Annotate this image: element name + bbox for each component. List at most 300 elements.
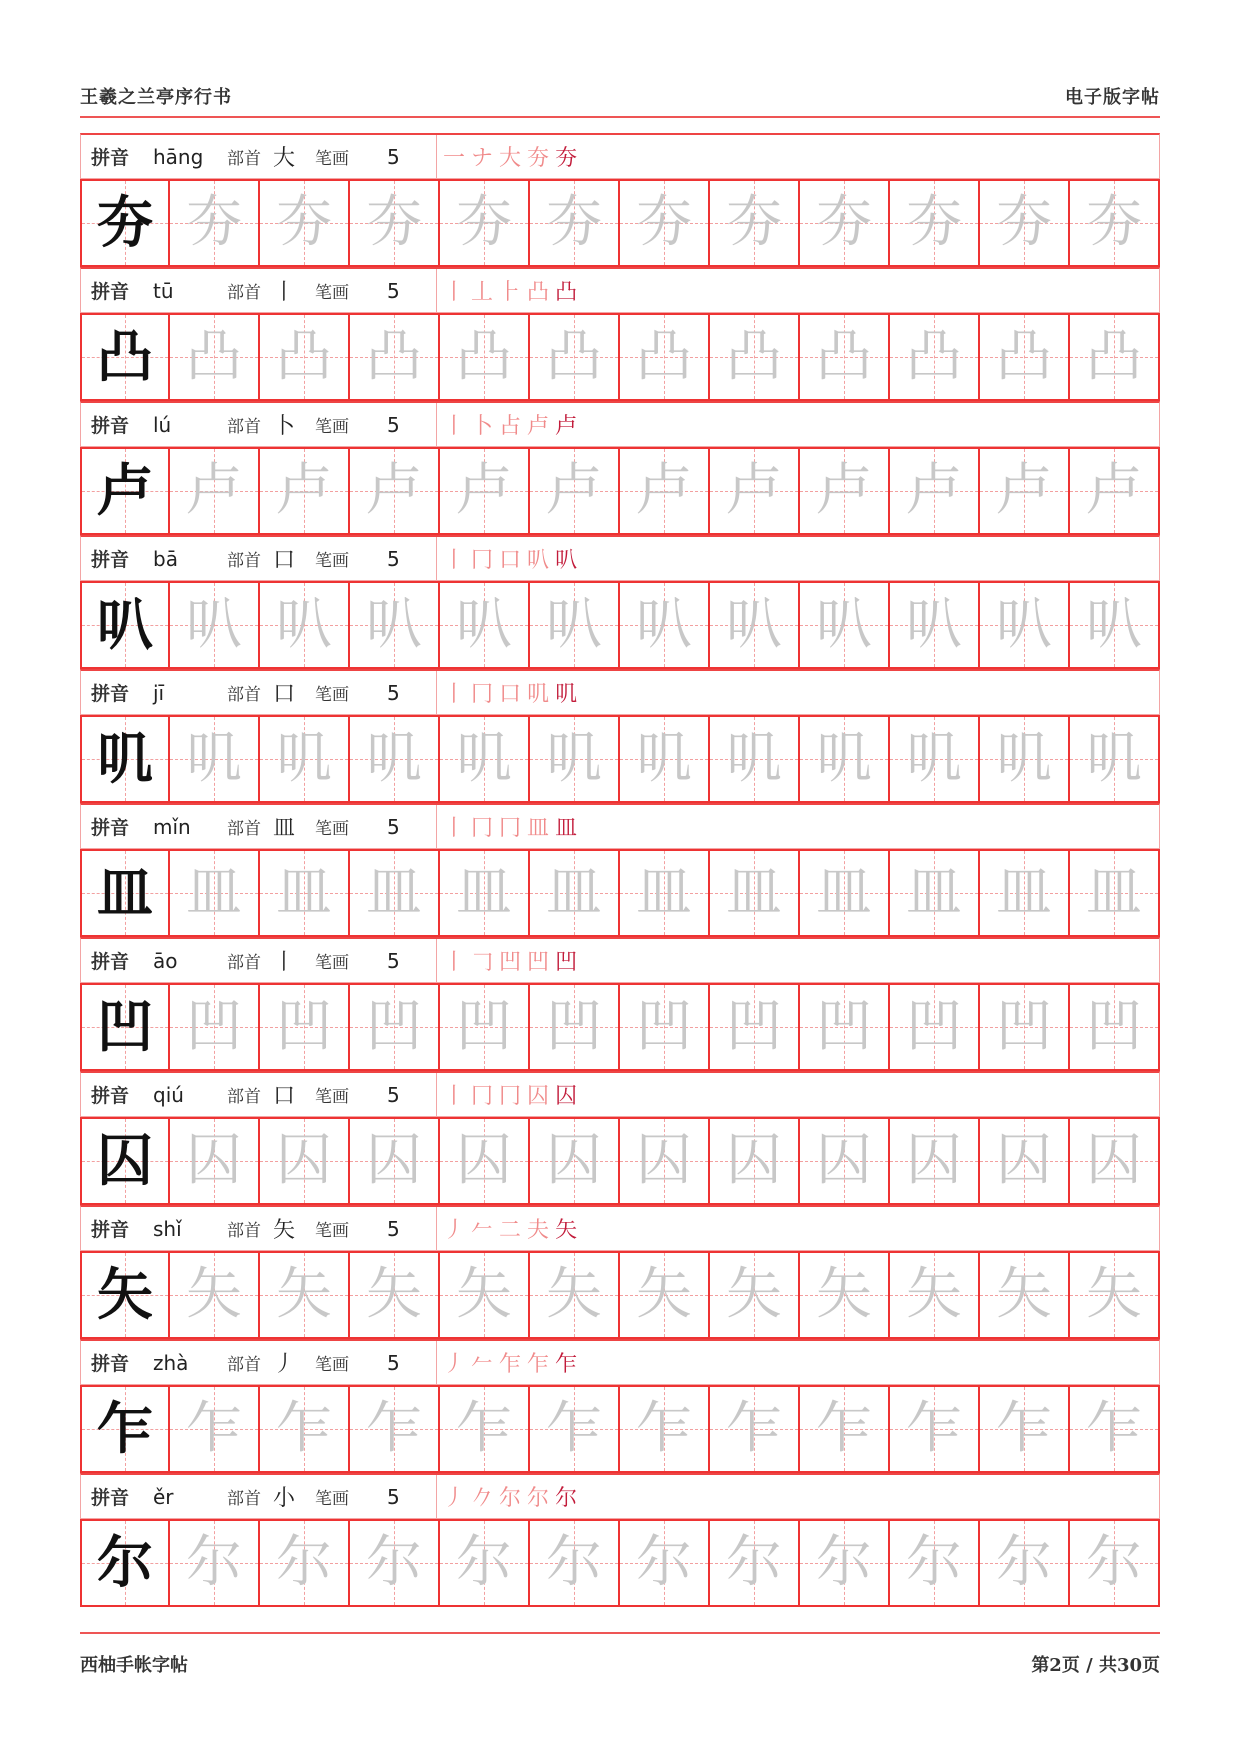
radical-value: 口: [273, 548, 296, 573]
stroke-count-value: 5: [387, 412, 400, 437]
stroke-step: ⺊: [499, 280, 522, 305]
stroke-order: [437, 409, 583, 440]
trace-character: 叽: [816, 726, 872, 791]
stroke-step: 丿: [443, 1352, 466, 1377]
practice-grid: [80, 1385, 1160, 1473]
trace-character: 乍: [1086, 1396, 1142, 1461]
trace-character: 矢: [1086, 1262, 1142, 1327]
stroke-count-value: 5: [387, 278, 400, 303]
trace-character: 尔: [1086, 1530, 1142, 1595]
stroke-step: 丨: [443, 816, 466, 841]
trace-cell: [170, 315, 260, 399]
stroke-step: 丨: [443, 1084, 466, 1109]
trace-character: 囚: [366, 1128, 422, 1193]
trace-character: 凸: [186, 324, 242, 389]
model-cell: [82, 315, 170, 399]
trace-cell: [800, 583, 890, 667]
character-block: [80, 267, 1160, 401]
stroke-step: 冂: [471, 682, 494, 707]
trace-character: 乍: [366, 1396, 422, 1461]
pinyin-label: 拼音: [91, 147, 130, 169]
trace-character: 乍: [996, 1396, 1052, 1461]
stroke-step: 乍: [527, 1352, 550, 1377]
radical-label: 部首: [227, 685, 261, 705]
trace-character: 卢: [726, 458, 782, 523]
page-header: [80, 78, 1160, 114]
info-row: [80, 669, 1160, 715]
trace-cell: [710, 1521, 800, 1605]
model-cell: [82, 1119, 170, 1203]
trace-cell: [260, 717, 350, 801]
trace-character: 凸: [636, 324, 692, 389]
stroke-count-label: 笔画: [315, 417, 349, 437]
header-label: 电子版字帖: [1065, 87, 1160, 108]
radical-value: 大: [273, 146, 296, 171]
stroke-step: 夯: [555, 146, 578, 171]
stroke-step: 冂: [499, 1084, 522, 1109]
trace-cell: [1070, 1387, 1160, 1471]
model-character: 矢: [97, 1262, 153, 1328]
stroke-step: 囚: [527, 1084, 550, 1109]
trace-character: 卢: [996, 458, 1052, 523]
stroke-step: 尔: [555, 1486, 578, 1511]
trace-cell: [350, 851, 440, 935]
trace-cell: [980, 717, 1070, 801]
trace-cell: [530, 583, 620, 667]
stroke-order: [437, 141, 583, 172]
trace-character: 凸: [906, 324, 962, 389]
trace-character: 凸: [366, 324, 422, 389]
trace-cell: [1070, 181, 1160, 265]
trace-character: 尔: [726, 1530, 782, 1595]
practice-sheet: [80, 133, 1160, 1607]
trace-character: 尔: [186, 1530, 242, 1595]
trace-cell: [710, 1253, 800, 1337]
pinyin-value: qiú: [153, 1082, 184, 1107]
stroke-order: [437, 275, 583, 306]
trace-character: 矢: [186, 1262, 242, 1327]
trace-cell: [530, 181, 620, 265]
stroke-step: 口: [499, 682, 522, 707]
trace-character: 乍: [906, 1396, 962, 1461]
trace-cell: [1070, 985, 1160, 1069]
trace-character: 乍: [546, 1396, 602, 1461]
stroke-count-label: 笔画: [315, 685, 349, 705]
trace-character: 叭: [456, 592, 512, 657]
trace-character: 卢: [276, 458, 332, 523]
trace-cell: [620, 717, 710, 801]
info-meta: [81, 671, 437, 714]
practice-grid: [80, 715, 1160, 803]
stroke-step: 皿: [527, 816, 550, 841]
trace-character: 矢: [816, 1262, 872, 1327]
trace-character: 叭: [726, 592, 782, 657]
character-block: [80, 1339, 1160, 1473]
trace-character: 矢: [996, 1262, 1052, 1327]
trace-character: 凸: [1086, 324, 1142, 389]
model-cell: [82, 717, 170, 801]
trace-cell: [980, 1119, 1070, 1203]
trace-character: 夯: [366, 190, 422, 255]
radical-value: 口: [273, 1084, 296, 1109]
trace-character: 叭: [366, 592, 422, 657]
model-character: 乍: [97, 1396, 153, 1462]
trace-cell: [710, 1119, 800, 1203]
trace-character: 夯: [996, 190, 1052, 255]
trace-cell: [980, 181, 1070, 265]
trace-character: 叽: [366, 726, 422, 791]
trace-character: 囚: [546, 1128, 602, 1193]
trace-cell: [1070, 315, 1160, 399]
stroke-step: 二: [499, 1218, 522, 1243]
info-meta: [81, 805, 437, 848]
practice-grid: [80, 179, 1160, 267]
trace-character: 叽: [906, 726, 962, 791]
info-row: [80, 1473, 1160, 1519]
stroke-step: 口: [499, 548, 522, 573]
stroke-step: 大: [499, 146, 522, 171]
trace-cell: [710, 717, 800, 801]
trace-cell: [530, 985, 620, 1069]
trace-cell: [530, 1253, 620, 1337]
trace-character: 囚: [186, 1128, 242, 1193]
trace-character: 夯: [636, 190, 692, 255]
trace-cell: [170, 1253, 260, 1337]
stroke-step: 尔: [499, 1486, 522, 1511]
trace-cell: [530, 1119, 620, 1203]
trace-cell: [620, 449, 710, 533]
stroke-step: 夫: [527, 1218, 550, 1243]
trace-cell: [800, 1253, 890, 1337]
page-number: 第2页 / 共30页: [1031, 1655, 1160, 1676]
radical-value: 口: [273, 682, 296, 707]
stroke-count-value: 5: [387, 1216, 400, 1241]
trace-cell: [980, 315, 1070, 399]
trace-character: 叭: [996, 592, 1052, 657]
trace-character: 叭: [546, 592, 602, 657]
trace-cell: [530, 1387, 620, 1471]
radical-label: 部首: [227, 1355, 261, 1375]
info-row: [80, 1339, 1160, 1385]
stroke-step: 丨: [443, 682, 466, 707]
trace-character: 凹: [546, 994, 602, 1059]
stroke-count-value: 5: [387, 814, 400, 839]
trace-cell: [890, 1387, 980, 1471]
model-cell: [82, 1521, 170, 1605]
trace-cell: [170, 1119, 260, 1203]
trace-character: 卢: [1086, 458, 1142, 523]
trace-cell: [440, 583, 530, 667]
trace-cell: [440, 985, 530, 1069]
stroke-count-label: 笔画: [315, 283, 349, 303]
trace-cell: [350, 1253, 440, 1337]
info-meta: [81, 537, 437, 580]
stroke-step: 凹: [527, 950, 550, 975]
trace-character: 叭: [276, 592, 332, 657]
stroke-step: 叭: [527, 548, 550, 573]
pinyin-label: 拼音: [91, 281, 130, 303]
trace-cell: [170, 1521, 260, 1605]
stroke-count-label: 笔画: [315, 819, 349, 839]
trace-cell: [800, 449, 890, 533]
trace-character: 矢: [726, 1262, 782, 1327]
trace-cell: [350, 315, 440, 399]
trace-cell: [800, 851, 890, 935]
stroke-count-value: 5: [387, 1484, 400, 1509]
trace-character: 叭: [816, 592, 872, 657]
trace-character: 皿: [1086, 860, 1142, 925]
radical-value: 丨: [273, 280, 296, 305]
radical-value: 卜: [273, 414, 296, 439]
stroke-step: 丿: [443, 1486, 466, 1511]
pinyin-label: 拼音: [91, 1487, 130, 1509]
trace-character: 夯: [816, 190, 872, 255]
stroke-step: 𠃌: [471, 950, 494, 975]
model-cell: [82, 985, 170, 1069]
character-block: [80, 1205, 1160, 1339]
trace-character: 皿: [276, 860, 332, 925]
pinyin-label: 拼音: [91, 817, 130, 839]
stroke-count-label: 笔画: [315, 1221, 349, 1241]
trace-cell: [890, 1253, 980, 1337]
trace-cell: [1070, 583, 1160, 667]
trace-character: 叽: [726, 726, 782, 791]
trace-cell: [710, 985, 800, 1069]
trace-cell: [440, 1521, 530, 1605]
trace-cell: [260, 1253, 350, 1337]
practice-grid: [80, 313, 1160, 401]
stroke-count-label: 笔画: [315, 149, 349, 169]
trace-cell: [620, 985, 710, 1069]
trace-cell: [170, 449, 260, 533]
trace-cell: [620, 1521, 710, 1605]
trace-character: 凹: [996, 994, 1052, 1059]
trace-character: 矢: [906, 1262, 962, 1327]
trace-cell: [350, 717, 440, 801]
trace-cell: [260, 449, 350, 533]
trace-character: 叽: [996, 726, 1052, 791]
trace-character: 夯: [186, 190, 242, 255]
stroke-step: 丿: [443, 1218, 466, 1243]
trace-character: 囚: [816, 1128, 872, 1193]
trace-cell: [980, 583, 1070, 667]
trace-cell: [350, 1521, 440, 1605]
trace-character: 尔: [456, 1530, 512, 1595]
trace-cell: [1070, 449, 1160, 533]
trace-cell: [710, 315, 800, 399]
trace-character: 乍: [636, 1396, 692, 1461]
stroke-step: 𠂉: [471, 1218, 494, 1243]
trace-cell: [260, 1119, 350, 1203]
trace-character: 凹: [1086, 994, 1142, 1059]
stroke-step: 囚: [555, 1084, 578, 1109]
stroke-count-value: 5: [387, 1350, 400, 1375]
trace-cell: [710, 449, 800, 533]
trace-cell: [620, 851, 710, 935]
character-block: [80, 401, 1160, 535]
trace-cell: [350, 1119, 440, 1203]
stroke-order: [437, 1213, 583, 1244]
radical-label: 部首: [227, 283, 261, 303]
stroke-step: 凹: [555, 950, 578, 975]
stroke-step: 乍: [555, 1352, 578, 1377]
radical-label: 部首: [227, 819, 261, 839]
trace-character: 夯: [726, 190, 782, 255]
radical-label: 部首: [227, 1087, 261, 1107]
model-character: 夯: [97, 190, 153, 256]
stroke-step: 叽: [527, 682, 550, 707]
radical-label: 部首: [227, 149, 261, 169]
trace-character: 皿: [996, 860, 1052, 925]
info-meta: [81, 1475, 437, 1518]
stroke-step: 尔: [527, 1486, 550, 1511]
trace-cell: [800, 1521, 890, 1605]
character-block: [80, 669, 1160, 803]
info-meta: [81, 1073, 437, 1116]
trace-cell: [980, 851, 1070, 935]
trace-cell: [350, 1387, 440, 1471]
pinyin-label: 拼音: [91, 1353, 130, 1375]
trace-cell: [620, 315, 710, 399]
pinyin-value: lú: [153, 412, 172, 437]
trace-cell: [890, 181, 980, 265]
pinyin-value: bā: [153, 546, 178, 571]
model-character: 尔: [97, 1530, 153, 1596]
header-rule: [80, 116, 1160, 118]
trace-cell: [350, 985, 440, 1069]
trace-character: 夯: [906, 190, 962, 255]
trace-cell: [890, 985, 980, 1069]
trace-cell: [440, 1119, 530, 1203]
trace-character: 皿: [456, 860, 512, 925]
trace-cell: [800, 181, 890, 265]
stroke-order: [437, 945, 583, 976]
trace-character: 叭: [636, 592, 692, 657]
stroke-count-label: 笔画: [315, 1489, 349, 1509]
info-row: [80, 133, 1160, 179]
pinyin-label: 拼音: [91, 1219, 130, 1241]
trace-cell: [170, 181, 260, 265]
trace-character: 叽: [636, 726, 692, 791]
stroke-order: [437, 1347, 583, 1378]
radical-label: 部首: [227, 1221, 261, 1241]
trace-cell: [710, 583, 800, 667]
trace-cell: [620, 181, 710, 265]
trace-character: 夯: [276, 190, 332, 255]
trace-cell: [260, 1521, 350, 1605]
stroke-order: [437, 677, 583, 708]
stroke-count-label: 笔画: [315, 953, 349, 973]
stroke-step: 丨: [443, 548, 466, 573]
trace-cell: [350, 449, 440, 533]
stroke-count-label: 笔画: [315, 1087, 349, 1107]
header-title: 王羲之兰亭序行书: [80, 87, 232, 108]
radical-value: 矢: [273, 1218, 296, 1243]
trace-character: 卢: [456, 458, 512, 523]
trace-character: 尔: [366, 1530, 422, 1595]
pinyin-label: 拼音: [91, 951, 130, 973]
trace-character: 夯: [546, 190, 602, 255]
stroke-step: 叽: [555, 682, 578, 707]
stroke-count-value: 5: [387, 680, 400, 705]
stroke-step: 𠂊: [471, 1486, 494, 1511]
stroke-step: 一: [443, 146, 466, 171]
character-block: [80, 803, 1160, 937]
stroke-step: 丨: [443, 414, 466, 439]
footer-rule: [80, 1632, 1160, 1634]
trace-cell: [800, 717, 890, 801]
trace-cell: [440, 1253, 530, 1337]
trace-character: 凸: [816, 324, 872, 389]
trace-character: 囚: [1086, 1128, 1142, 1193]
model-character: 叽: [97, 726, 153, 792]
stroke-step: 冂: [499, 816, 522, 841]
trace-cell: [620, 1387, 710, 1471]
trace-cell: [440, 717, 530, 801]
trace-cell: [620, 1119, 710, 1203]
trace-cell: [1070, 1521, 1160, 1605]
trace-cell: [710, 181, 800, 265]
info-row: [80, 1071, 1160, 1117]
pinyin-label: 拼音: [91, 1085, 130, 1107]
trace-character: 叽: [546, 726, 602, 791]
trace-cell: [710, 1387, 800, 1471]
info-meta: [81, 1207, 437, 1250]
trace-character: 卢: [906, 458, 962, 523]
stroke-step: 占: [499, 414, 522, 439]
trace-character: 叭: [186, 592, 242, 657]
trace-cell: [890, 315, 980, 399]
radical-label: 部首: [227, 953, 261, 973]
trace-character: 尔: [906, 1530, 962, 1595]
trace-character: 尔: [636, 1530, 692, 1595]
stroke-step: 冂: [471, 816, 494, 841]
trace-cell: [980, 449, 1070, 533]
stroke-step: 丨: [443, 280, 466, 305]
trace-character: 尔: [816, 1530, 872, 1595]
stroke-step: 卜: [471, 414, 494, 439]
trace-cell: [530, 449, 620, 533]
trace-character: 囚: [636, 1128, 692, 1193]
trace-cell: [440, 315, 530, 399]
trace-cell: [620, 583, 710, 667]
trace-character: 尔: [546, 1530, 602, 1595]
radical-value: 小: [273, 1486, 296, 1511]
stroke-step: 卢: [527, 414, 550, 439]
trace-character: 叽: [456, 726, 512, 791]
info-row: [80, 1205, 1160, 1251]
model-character: 卢: [97, 458, 153, 524]
model-character: 叭: [97, 592, 153, 658]
trace-character: 皿: [906, 860, 962, 925]
trace-character: 皿: [726, 860, 782, 925]
trace-cell: [1070, 1119, 1160, 1203]
trace-cell: [980, 1521, 1070, 1605]
trace-character: 乍: [456, 1396, 512, 1461]
trace-cell: [260, 1387, 350, 1471]
stroke-step: 凸: [555, 280, 578, 305]
stroke-count-label: 笔画: [315, 1355, 349, 1375]
model-cell: [82, 583, 170, 667]
trace-cell: [890, 449, 980, 533]
trace-character: 矢: [456, 1262, 512, 1327]
trace-cell: [800, 315, 890, 399]
trace-character: 卢: [186, 458, 242, 523]
model-cell: [82, 1387, 170, 1471]
stroke-order: [437, 1079, 583, 1110]
info-meta: [81, 135, 437, 178]
trace-character: 矢: [366, 1262, 422, 1327]
